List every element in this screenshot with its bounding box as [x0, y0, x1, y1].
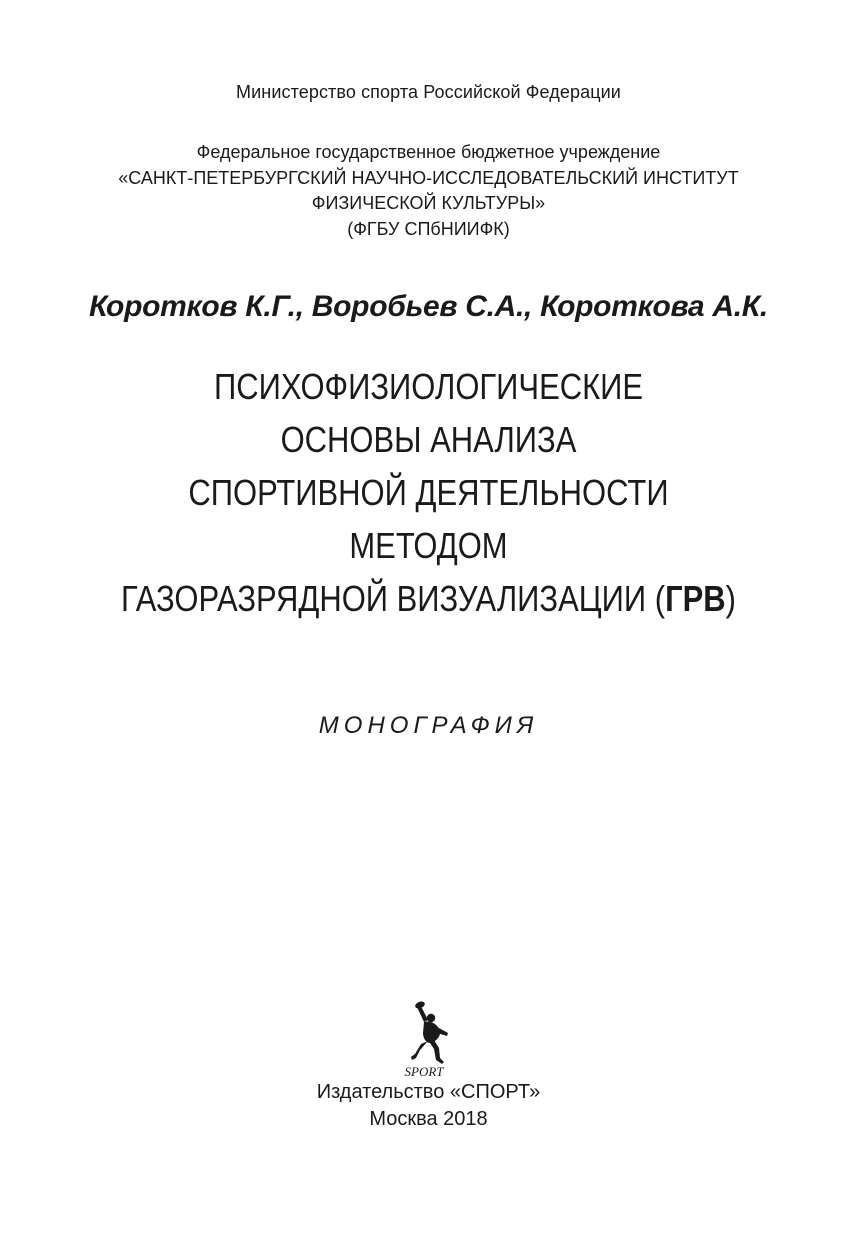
institution-line: Федеральное государственное бюджетное учреждение — [196, 142, 661, 162]
title-abbreviation: ГРВ — [665, 578, 726, 619]
genre-label: МОНОГРАФИЯ — [318, 712, 539, 739]
title-line: СПОРТИВНОЙ ДЕЯТЕЛЬНОСТИ — [188, 472, 669, 513]
ministry-name: Министерство спорта Российской Федерации — [236, 82, 621, 102]
publisher-block — [0, 1079, 857, 1133]
title-line: МЕТОДОМ — [349, 525, 508, 566]
title-line-last — [60, 572, 797, 625]
publisher-city-year: Москва 2018 — [369, 1108, 488, 1130]
discus-thrower-icon — [384, 998, 464, 1080]
title-line: ОСНОВЫ АНАЛИЗА — [280, 419, 577, 460]
institution-line: ФИЗИЧЕСКОЙ КУЛЬТУРЫ» — [311, 193, 546, 213]
institution-line: «САНКТ-ПЕТЕРБУРГСКИЙ НАУЧНО-ИССЛЕДОВАТЕЛЬСКИЙ ИНСТИТУТ — [118, 167, 739, 188]
authors: Коротков К.Г., Воробьев С.А., Короткова А.К. — [89, 290, 768, 323]
title-last-prefix: ГАЗОРАЗРЯДНОЙ ВИЗУАЛИЗАЦИИ ( — [121, 578, 666, 619]
book-title — [60, 360, 797, 625]
publisher-name: Издательство «СПОРТ» — [316, 1081, 541, 1103]
institution-line: (ФГБУ СПбНИИФК) — [347, 218, 510, 239]
title-line: ПСИХОФИЗИОЛОГИЧЕСКИЕ — [213, 366, 644, 407]
logo-text: SPORT — [404, 1064, 444, 1079]
institution-block — [0, 140, 857, 242]
title-last-suffix: ) — [725, 578, 736, 619]
